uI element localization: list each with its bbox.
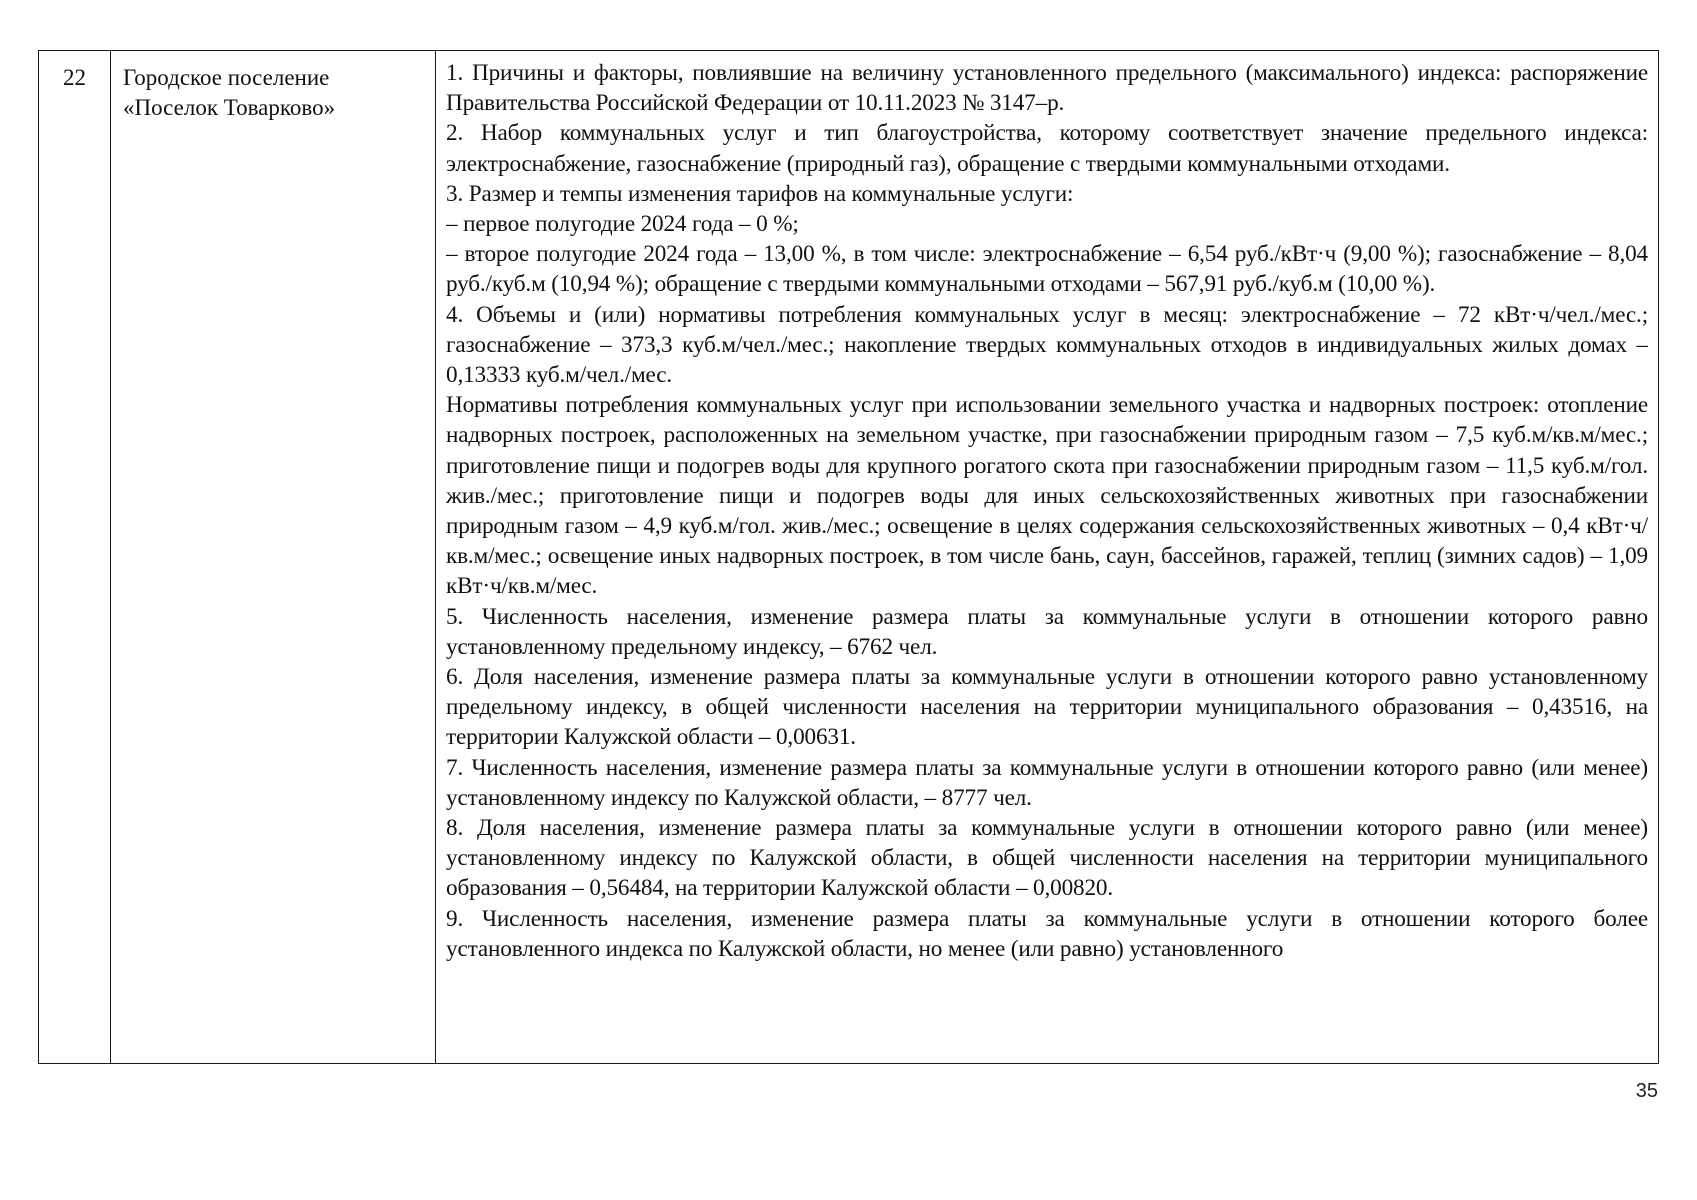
paragraph-5: 5. Численность населения, изменение размера платы за коммунальные услуги в отношении которого равно установленному предельному индексу, – 6762 чел.: [446, 603, 1648, 660]
page-number: 35: [1635, 1080, 1658, 1102]
row-number-cell: [39, 51, 111, 1064]
paragraph-6: 6. Доля населения, изменение размера платы за коммунальные услуги в отношении которого равно установленному предельному индексу, в общей численности населения на территории муниципального образования – 0,43516, на территории Калужской области – 0,00631.: [446, 664, 1648, 751]
row-number: 22: [63, 65, 86, 90]
paragraph-7: 7. Численность населения, изменение размера платы за коммунальные услуги в отношении которого равно (или менее) установленному индексу по Калужской области, – 8777 чел.: [446, 754, 1648, 811]
paragraph-9: 9. Численность населения, изменение размера платы за коммунальные услуги в отношении которого более установленного индекса по Калужской области, но менее (или равно) установленного: [446, 905, 1648, 962]
paragraph-1: 1. Причины и факторы, повлиявшие на величину установленного предельного (максимального) индекса: распоряжение Правительства Российской Федерации от 10.11.2023 № 3147–р.: [446, 60, 1648, 117]
municipality-name-line2: «Поселок Товарково»: [123, 95, 336, 120]
paragraph-8: 8. Доля населения, изменение размера платы за коммунальные услуги в отношении которого равно (или менее) установленному индексу по Калужской области, в общей численности населения на территории муниципального образования – 0,56484, на территории Калужской области – 0,00820.: [446, 815, 1648, 902]
table-row: [39, 51, 1659, 1064]
municipality-cell: [111, 51, 436, 1064]
details-cell: [436, 51, 1659, 1064]
paragraph-3-first-half: – первое полугодие 2024 года – 0 %;: [446, 211, 799, 238]
paragraph-2: 2. Набор коммунальных услуг и тип благоустройства, которому соответствует значение предельного индекса: электроснабжение, газоснабжение (природный газ), обращение с твердыми коммунальными отходами.: [446, 120, 1648, 177]
details-text: [446, 58, 1648, 1062]
paragraph-4-norms: Нормативы потребления коммунальных услуг при использовании земельного участка и надворных построек: отопление надворных построек, расположенных на земельном участке, при газоснабжении природным газом – 7,5 куб.м/кв.м/мес.; приготовление пищи и подогрев воды для крупного рогатого скота при газоснабжении природным газом – 11,5 куб.м/гол. жив./мес.; приготовление пищи и подогрев воды для иных сельскохозяйственных животных при газоснабжении природным газом – 4,9 куб.м/гол. жив./мес.; освещение в целях содержания сельскохозяйственных животных – 0,4 кВт·ч/кв.м/мес.; освещение иных надворных построек, в том числе бань, саун, бассейнов, гаражей, теплиц (зимних садов) – 1,09 кВт·ч/кв.м/мес.: [446, 392, 1648, 600]
paragraph-4: 4. Объемы и (или) нормативы потребления коммунальных услуг в месяц: электроснабжение – 72 кВт·ч/чел./мес.; газоснабжение – 373,3 куб.м/чел./мес.; накопление твердых коммунальных отходов в индивидуальных жилых домах – 0,13333 куб.м/чел./мес.: [446, 301, 1648, 389]
paragraph-3: 3. Размер и темпы изменения тарифов на коммунальные услуги:: [446, 180, 1074, 207]
municipality-name-line1: Городское поселение: [123, 65, 330, 90]
document-table: [38, 50, 1659, 1064]
paragraph-3-second-half: – второе полугодие 2024 года – 13,00 %, в том числе: электроснабжение – 6,54 руб./кВт·ч (9,00 %); газоснабжение – 8,04 руб./куб.м (10,94 %); обращение с твердыми коммунальными отходами – 567,91 руб./куб.м (10,00 %).: [446, 241, 1648, 298]
